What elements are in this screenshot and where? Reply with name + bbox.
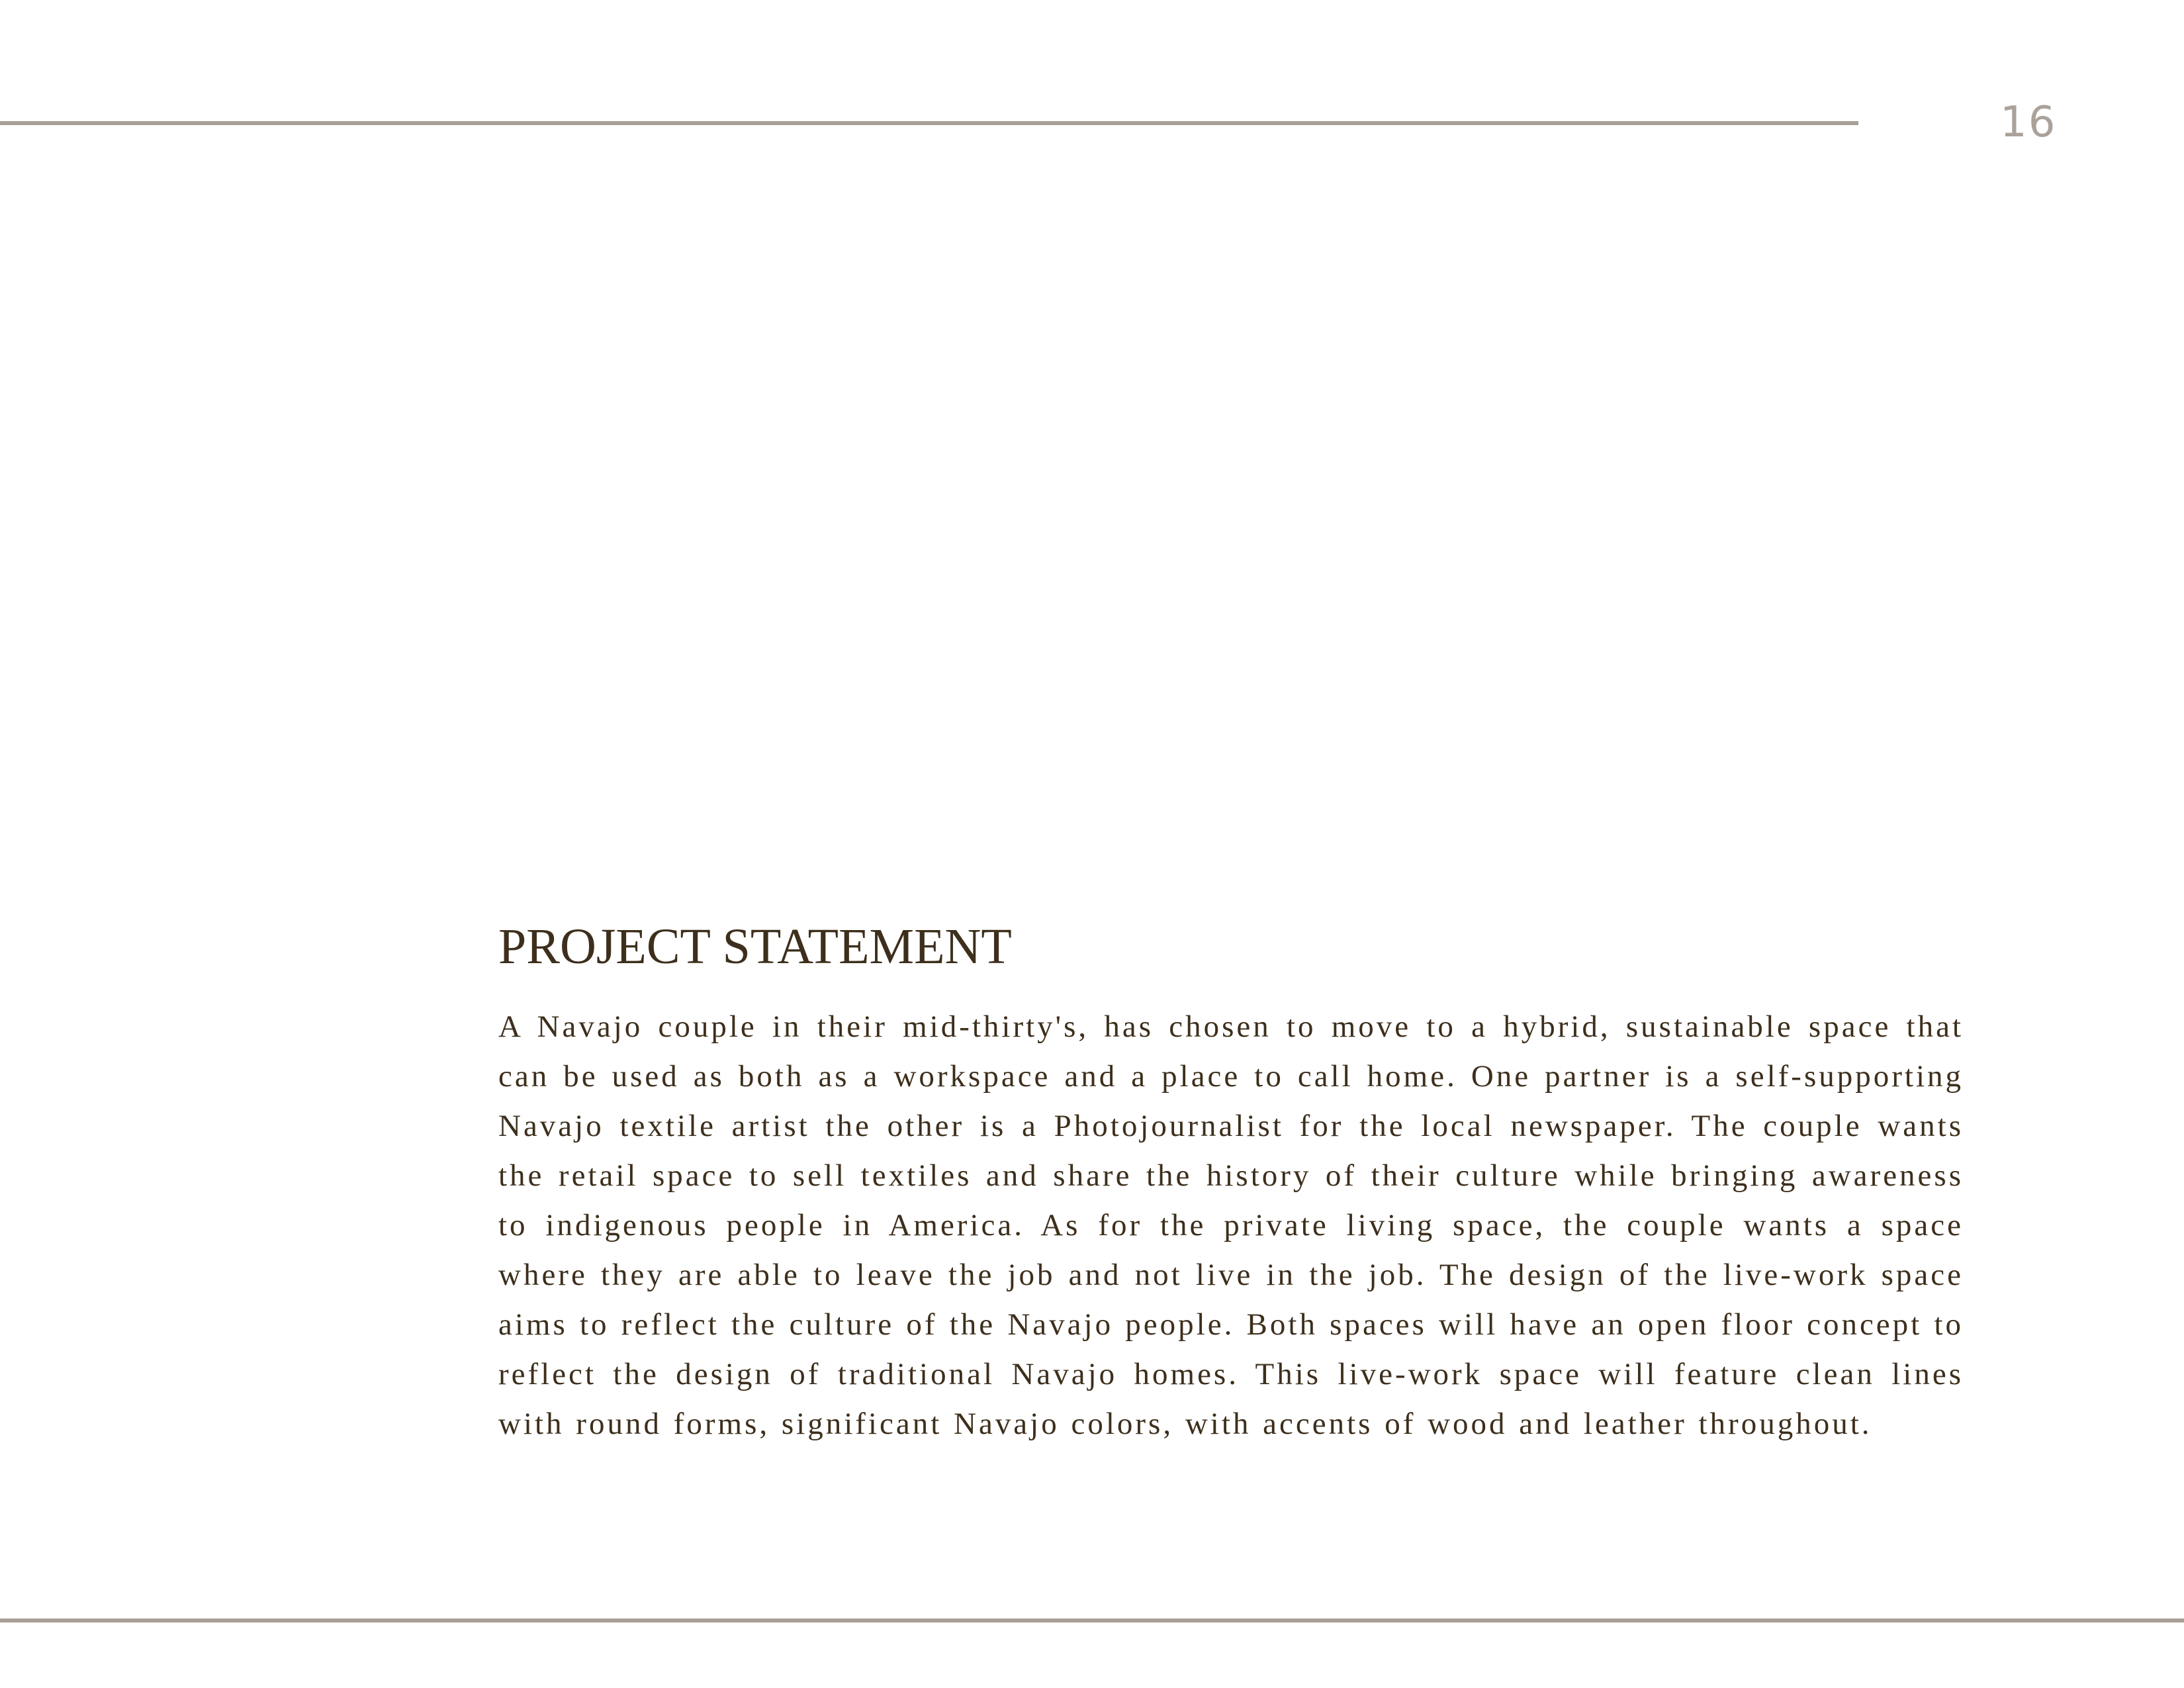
page-number: 16 — [2000, 98, 2057, 147]
header-divider — [0, 121, 1858, 125]
project-statement-section — [498, 914, 1964, 1449]
footer-divider — [0, 1618, 2184, 1622]
section-title: PROJECT STATEMENT — [498, 919, 1012, 974]
project-statement-body: A Navajo couple in their mid-thirty's, has chosen to move to a hybrid, sustainable space that can be used as both as a workspace and a place to call home. One partner is a self-supporting Navajo textile artist the other is a Photojournalist for the local newspaper. The couple wants the retail space to sell textiles and share the history of their culture while bringing awareness to indigenous people in America. As for the private living space, the couple wants a space where they are able to leave the job and not live in the job. The design of the live-work space aims to reflect the culture of the Navajo people. Both spaces will have an open floor concept to reflect the design of traditional Navajo homes. This live-work space will feature clean lines with round forms, significant Navajo colors, with accents of wood and leather throughout. — [498, 1009, 1964, 1441]
